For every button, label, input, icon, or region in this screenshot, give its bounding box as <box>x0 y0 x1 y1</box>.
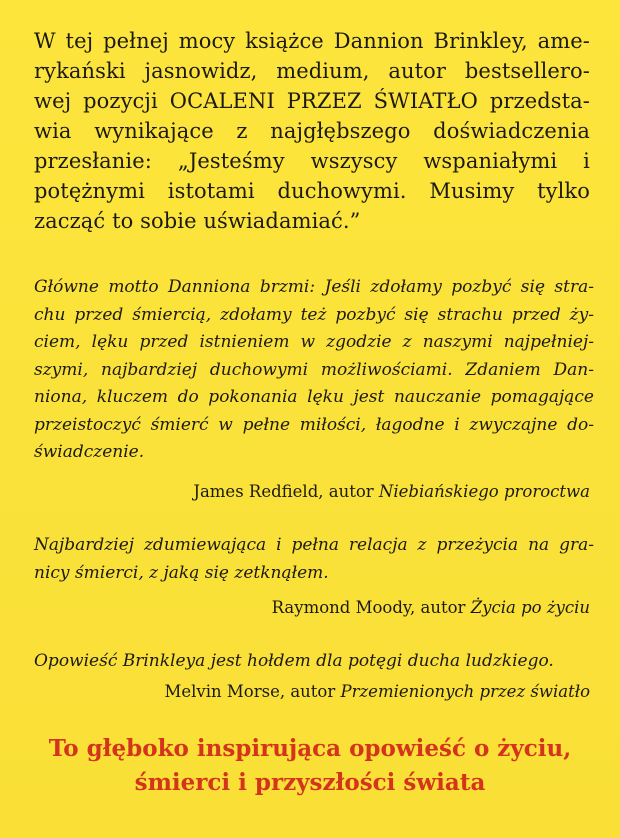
attribution-author: Raymond Moody, autor <box>271 598 466 617</box>
description-line: przesłanie: „Jesteśmy wszyscy wspaniałymi i <box>34 149 590 173</box>
attribution-work: Niebiańskiego proroctwa <box>378 482 590 501</box>
testimonial-redfield-attribution <box>193 481 590 503</box>
quote-line: Najbardziej zdumiewająca i pełna relacja z przeżycia na gra- <box>34 535 594 555</box>
closing-line: śmierci i przyszłości świata <box>134 769 486 796</box>
description-line: W tej pełnej mocy książce Dannion Brinkley, ame- <box>34 29 590 53</box>
quote-line: ciem, lęku przed istnieniem w zgodzie z naszymi najpełniej- <box>34 332 594 352</box>
description-line: wej pozycji OCALENI PRZEZ ŚWIATŁO przedsta- <box>34 89 590 113</box>
attribution-work: Przemienionych przez światło <box>340 682 590 701</box>
attribution-author: James Redfield, autor <box>193 482 374 501</box>
testimonial-moody-attribution <box>272 597 590 619</box>
quote-line: niona, kluczem do pokonania lęku jest nauczanie pomagające <box>34 387 594 407</box>
testimonial-morse-attribution <box>164 681 590 703</box>
testimonial-moody-quote <box>34 532 594 587</box>
description-line: potężnymi istotami duchowymi. Musimy tylko <box>34 179 590 203</box>
testimonial-morse-quote <box>34 648 594 676</box>
attribution-author: Melvin Morse, autor <box>164 682 336 701</box>
quote-line: chu przed śmiercią, zdołamy też pozbyć się strachu przed ży- <box>34 304 594 325</box>
description-line: rykański jasnowidz, medium, autor bestsellero- <box>34 59 590 83</box>
quote-line: przeistoczyć śmierć w pełne miłości, łagodne i zwyczajne do- <box>34 414 594 435</box>
quote-line: szymi, najbardziej duchowymi możliwościami. Zdaniem Dan- <box>34 359 594 380</box>
description-line: zacząć to sobie uświadamiać.” <box>34 209 361 233</box>
quote-line: świadczenie. <box>34 442 145 462</box>
closing-tagline <box>0 732 620 800</box>
quote-line: Opowieść Brinkleya jest hołdem dla potęgi ducha ludzkiego. <box>34 651 554 671</box>
quote-line: nicy śmierci, z jaką się zetknąłem. <box>34 562 329 583</box>
book-description <box>34 26 590 236</box>
description-line: wia wynikające z najgłębszego doświadczenia <box>34 119 590 143</box>
attribution-work: Życia po życiu <box>470 598 590 617</box>
closing-line: To głęboko inspirująca opowieść o życiu, <box>48 735 572 762</box>
quote-line: Główne motto Danniona brzmi: Jeśli zdołamy pozbyć się stra- <box>34 277 594 297</box>
testimonial-redfield-quote <box>34 274 594 467</box>
